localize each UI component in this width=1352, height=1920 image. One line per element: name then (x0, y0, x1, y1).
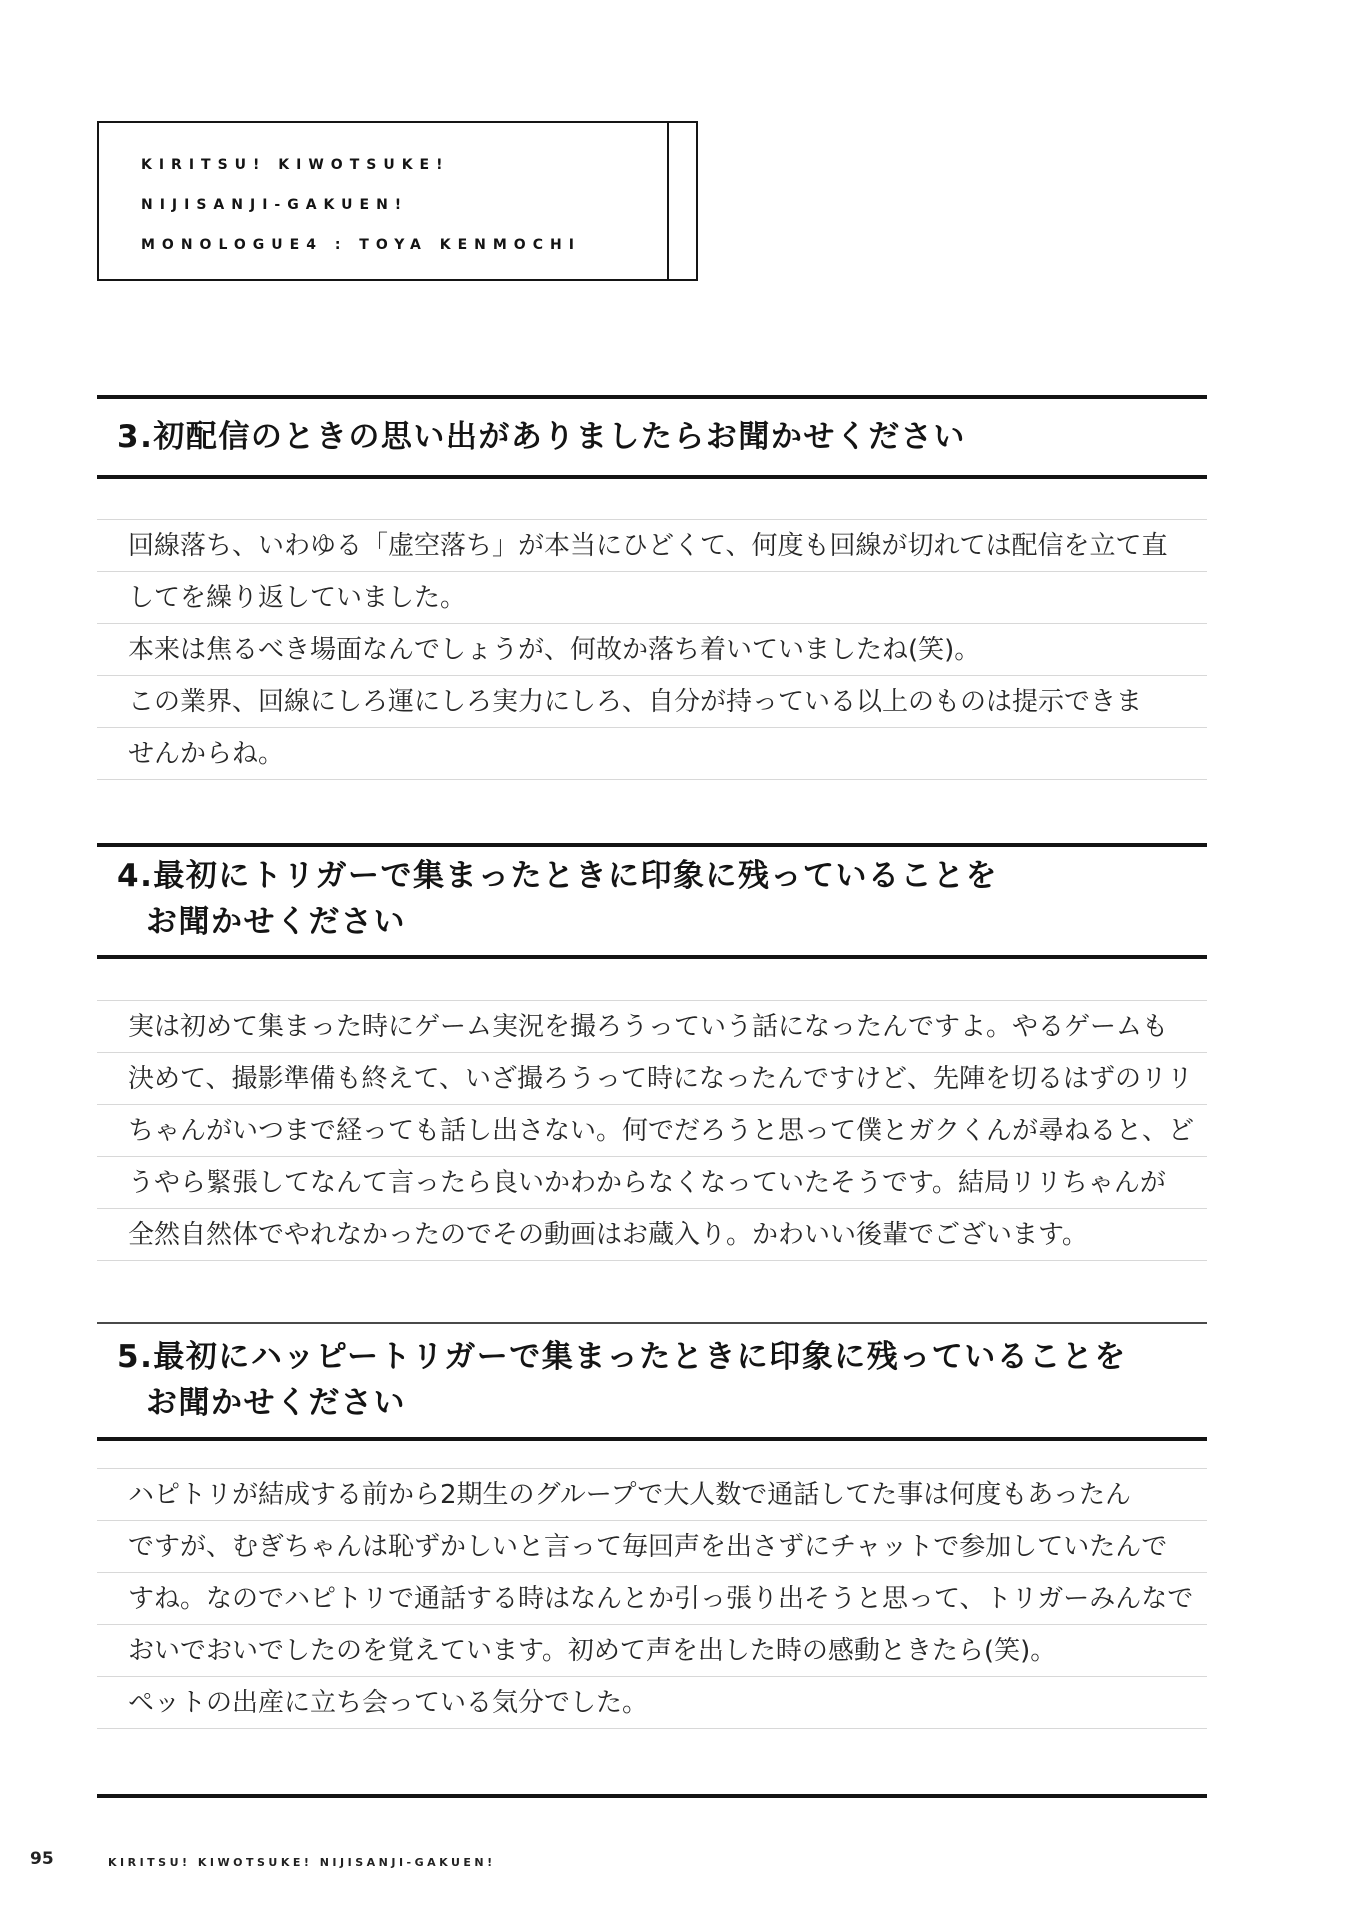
answer-3-block (97, 519, 1207, 780)
header-title-line-2: NIJISANJI-GAKUEN! (141, 197, 409, 213)
answer-4-line: うやら緊張してなんて言ったら良いかわからなくなっていたそうです。結局リリちゃんが (97, 1156, 1207, 1208)
answer-4-line: 全然自然体でやれなかったのでその動画はお蔵入り。かわいい後輩でございます。 (97, 1208, 1207, 1260)
answer-5-line: すね。なのでハピトリで通話する時はなんとか引っ張り出そうと思って、トリガーみんなで (97, 1572, 1207, 1624)
q4-rule-bottom (97, 955, 1207, 959)
answer-3-line: してを繰り返していました。 (97, 571, 1207, 623)
header-title-box (97, 121, 698, 281)
answer-5-line: ですが、むぎちゃんは恥ずかしいと言って毎回声を出さずにチャットで参加していたんで (97, 1520, 1207, 1572)
header-title-line-1: KIRITSU! KIWOTSUKE! (141, 157, 450, 173)
answer-5-block (97, 1468, 1207, 1729)
question-5-heading (117, 1334, 1207, 1426)
answer-3-line: この業界、回線にしろ運にしろ実力にしろ、自分が持っている以上のものは提示できま (97, 675, 1207, 727)
q4-rule-top (97, 843, 1207, 847)
answer-4-block (97, 1000, 1207, 1261)
answer-4-line: ちゃんがいつまで経っても話し出さない。何でだろうと思って僕とガクくんが尋ねると、ど (97, 1104, 1207, 1156)
answer-4-line: 決めて、撮影準備も終えて、いざ撮ろうって時になったんですけど、先陣を切るはずのリリ (97, 1052, 1207, 1104)
answer-5-line: ペットの出産に立ち会っている気分でした。 (97, 1676, 1207, 1728)
question-4-heading (117, 853, 1207, 945)
question-5-text-line-1: 5.最初にハッピートリガーで集まったときに印象に残っていることを (117, 1339, 1127, 1375)
answer-3-line: 回線落ち、いわゆる「虚空落ち」が本当にひどくて、何度も回線が切れては配信を立て直 (97, 519, 1207, 571)
header-title-text (141, 145, 581, 265)
question-5-text-line-2: お聞かせください (146, 1385, 406, 1421)
q5-rule-bottom (97, 1437, 1207, 1441)
answer-4-line: 実は初めて集まった時にゲーム実況を撮ろうっていう話になったんですよ。やるゲームも (97, 1000, 1207, 1052)
question-4-text-line-2: お聞かせください (146, 904, 406, 940)
question-3-text: 3.初配信のときの思い出がありましたらお聞かせください (117, 419, 966, 455)
header-box-vertical-divider (667, 123, 669, 279)
answer-3-line: せんからね。 (97, 727, 1207, 779)
question-4-text-line-1: 4.最初にトリガーで集まったときに印象に残っていることを (117, 858, 999, 894)
footer-rule (97, 1794, 1207, 1798)
q3-rule-bottom (97, 475, 1207, 479)
header-title-line-3: MONOLOGUE4 : TOYA KENMOCHI (141, 237, 581, 253)
question-3-heading (117, 399, 1207, 475)
page-number: 95 (30, 1849, 54, 1869)
footer-running-title: KIRITSU! KIWOTSUKE! NIJISANJI-GAKUEN! (108, 1856, 496, 1869)
answer-3-line: 本来は焦るべき場面なんでしょうが、何故か落ち着いていましたね(笑)。 (97, 623, 1207, 675)
answer-5-line: おいでおいでしたのを覚えています。初めて声を出した時の感動ときたら(笑)。 (97, 1624, 1207, 1676)
q5-rule-top (97, 1322, 1207, 1324)
answer-5-line: ハピトリが結成する前から2期生のグループで大人数で通話してた事は何度もあったん (97, 1468, 1207, 1520)
